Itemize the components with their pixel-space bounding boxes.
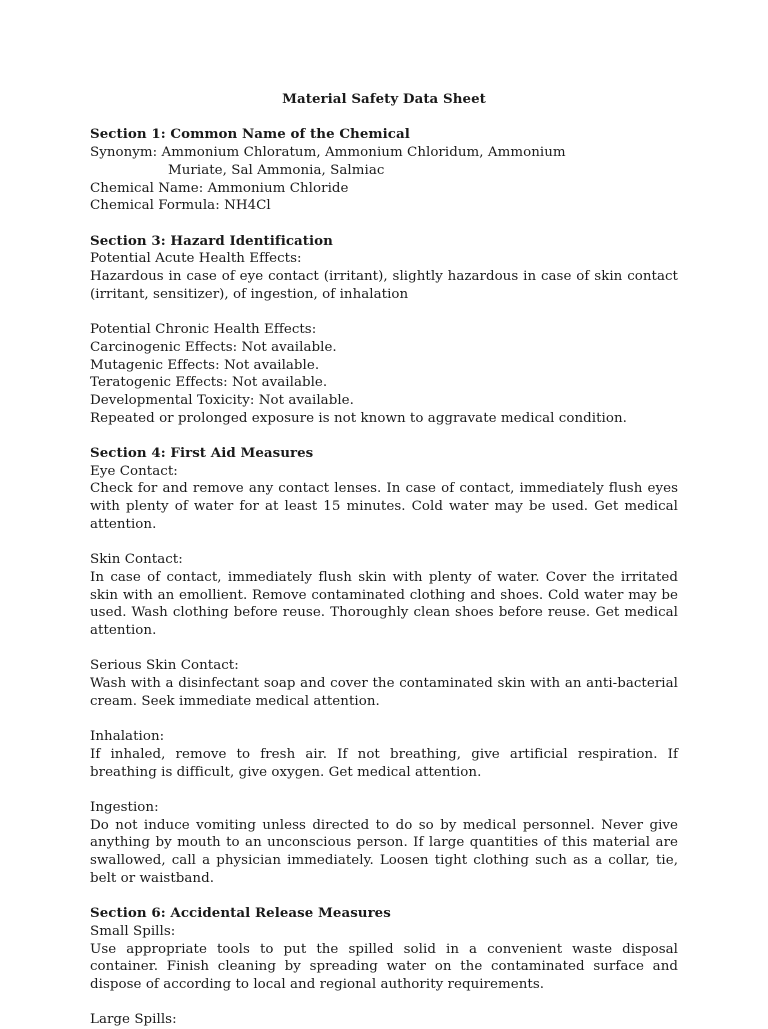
eye-contact-text: Check for and remove any contact lenses. In case of contact, immediately flush eyes with plenty of water for at least 15 minutes. Cold water may be used. Get medical attention.	[90, 481, 678, 532]
developmental-toxicity: Developmental Toxicity: Not available.	[90, 392, 354, 408]
teratogenic-effects: Teratogenic Effects: Not available.	[90, 375, 328, 391]
section-4	[90, 445, 678, 888]
mutagenic-effects: Mutagenic Effects: Not available.	[90, 357, 320, 373]
section-3-heading: Section 3: Hazard Identification	[90, 232, 333, 249]
inhalation-text: If inhaled, remove to fresh air. If not breathing, give artificial respiration. If breathing is difficult, give oxygen. Get medical attention.	[90, 746, 678, 780]
acute-effects-label: Potential Acute Health Effects:	[90, 251, 302, 267]
section-6	[90, 905, 678, 1029]
document-page	[90, 91, 678, 1029]
small-spills-text: Use appropriate tools to put the spilled solid in a convenient waste disposal container. Finish cleaning by spreading water on the contaminated surface and dispose of according to local and regional authority requirements.	[90, 941, 678, 993]
large-spills-label: Large Spills:	[90, 1012, 177, 1028]
ingestion-label: Ingestion:	[90, 800, 159, 815]
synonym-line-1: Synonym: Ammonium Chloratum, Ammonium Chloridum, Ammonium	[90, 145, 566, 161]
skin-contact-text: In case of contact, immediately flush skin with plenty of water. Cover the irritated skin with an emollient. Remove contaminated clothing and shoes. Cold water may be used. Wash clothing before reuse. Thoroughly clean shoes before reuse. Get medical attention.	[90, 569, 678, 639]
acute-effects-text: Hazardous in case of eye contact (irritant), slightly hazardous in case of skin contact (irritant, sensitizer), of ingestion, of inhalation	[90, 269, 678, 302]
section-3	[90, 233, 678, 428]
ingestion-text: Do not induce vomiting unless directed to do so by medical personnel. Never give anything by mouth to an unconscious person. If large quantities of this material are swallowed, call a physician immediately. Loosen tight clothing such as a collar, tie, belt or waistband.	[90, 817, 678, 886]
chronic-effects-label: Potential Chronic Health Effects:	[90, 322, 317, 338]
carcinogenic-effects: Carcinogenic Effects: Not available.	[90, 339, 337, 355]
serious-skin-contact-text: Wash with a disinfectant soap and cover the contaminated skin with an anti-bacterial cream. Seek immediate medical attention.	[90, 676, 678, 709]
eye-contact-label: Eye Contact:	[90, 463, 178, 479]
inhalation-label: Inhalation:	[90, 729, 165, 745]
section-4-heading: Section 4: First Aid Measures	[90, 445, 314, 461]
skin-contact-label: Skin Contact:	[90, 552, 183, 568]
repeated-exposure: Repeated or prolonged exposure is not known to aggravate medical condition.	[90, 410, 627, 426]
small-spills-label: Small Spills:	[90, 923, 176, 939]
chemical-name: Chemical Name: Ammonium Chloride	[90, 180, 349, 196]
synonym-line-2: Muriate, Sal Ammonia, Salmiac	[168, 162, 385, 178]
section-1	[90, 126, 678, 215]
serious-skin-contact-label: Serious Skin Contact:	[90, 658, 239, 674]
section-1-heading: Section 1: Common Name of the Chemical	[90, 126, 410, 143]
section-6-heading: Section 6: Accidental Release Measures	[90, 905, 391, 922]
chemical-formula: Chemical Formula: NH4Cl	[90, 198, 271, 214]
document-title: Material Safety Data Sheet	[282, 91, 486, 107]
